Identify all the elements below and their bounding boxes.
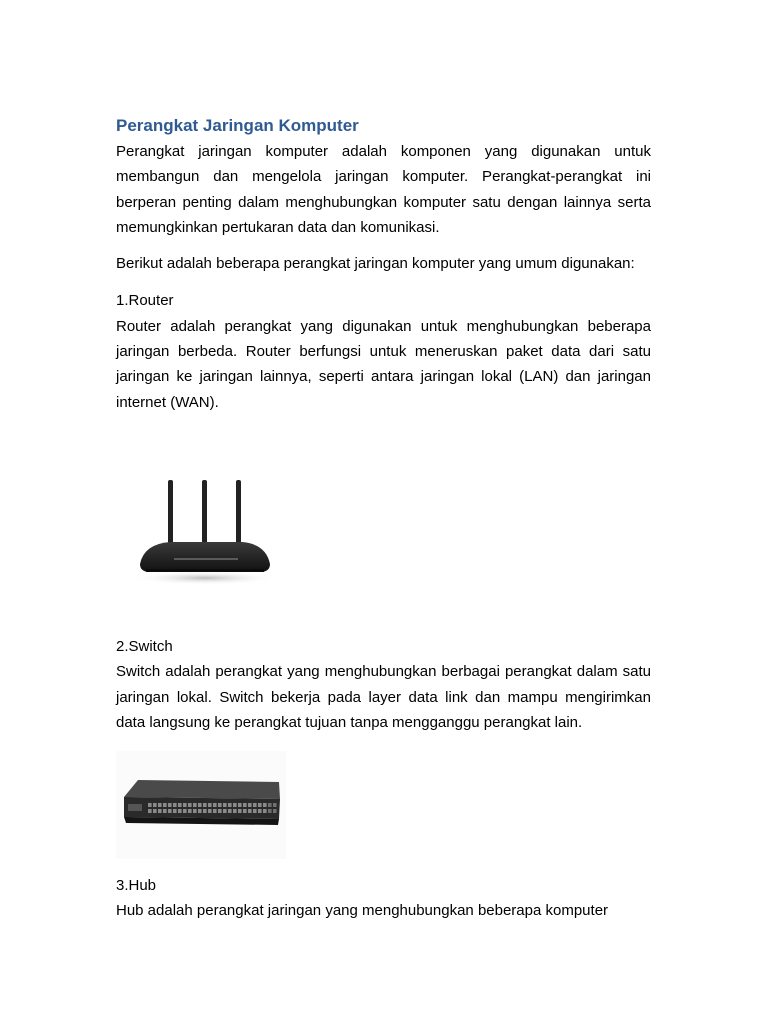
section-heading-router: 1.Router bbox=[116, 292, 174, 310]
section-body-hub: Hub adalah perangkat jaringan yang menghubungkan beberapa komputer bbox=[116, 902, 609, 920]
section-heading-switch: 2.Switch bbox=[116, 637, 173, 655]
section-body-router: Router adalah perangkat yang digunakan untuk menghubungkan beberapa jaringan berbeda. Router berfungsi untuk meneruskan paket data dari satu jaringan ke jaringan lainnya, seperti antara jaringan lokal (LAN) dan jaringan internet (WAN). bbox=[116, 317, 651, 411]
section-body-switch: Switch adalah perangkat yang menghubungkan berbagai perangkat dalam satu jaringan lokal. Switch bekerja pada layer data link dan mampu mengirimkan data langsung ke perangkat tujuan tanpa mengganggu perangkat lain. bbox=[116, 663, 651, 731]
section-heading-hub: 3.Hub bbox=[116, 877, 157, 895]
document-page bbox=[116, 113, 651, 924]
router-image bbox=[130, 472, 300, 592]
intro-paragraph: Perangkat jaringan komputer adalah komponen yang digunakan untuk membangun dan mengelola jaringan komputer. Perangkat-perangkat ini berperan penting dalam menghubungkan komputer satu dengan lainnya serta memungkinkan pertukaran data dan komunikasi. bbox=[116, 143, 651, 236]
switch-image bbox=[116, 751, 286, 859]
document-title: Perangkat Jaringan Komputer bbox=[116, 116, 359, 135]
lead-paragraph: Berikut adalah beberapa perangkat jaringan komputer yang umum digunakan: bbox=[116, 255, 635, 273]
